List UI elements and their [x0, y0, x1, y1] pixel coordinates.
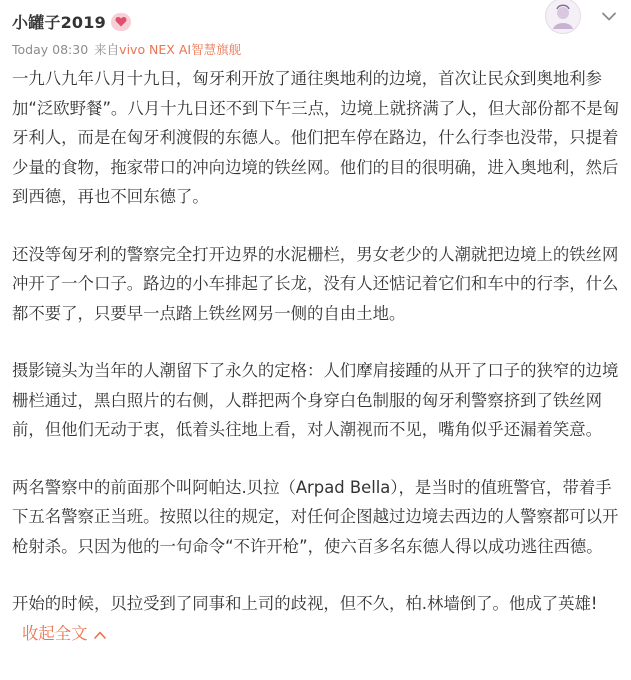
chevron-down-icon[interactable] [597, 6, 621, 26]
avatar-icon[interactable] [545, 0, 581, 34]
author-row [12, 10, 131, 33]
post-paragraph-2: 还没等匈牙利的警察完全打开边界的水泥栅栏，男女老少的人潮就把边境上的铁丝网冲开了一个口子。路边的小车排起了长龙，没有人还惦记着它们和车中的行李，什么都不要了，只要早一点踏上铁丝网另一侧的自由土地。 [12, 244, 619, 323]
collapse-button[interactable]: 收起全文 [22, 623, 88, 643]
post-meta [12, 40, 241, 58]
author-name[interactable]: 小罐子2019 [12, 13, 106, 32]
post-time: Today 08:30 [12, 41, 89, 57]
vip-heart-icon[interactable] [111, 13, 131, 31]
post-paragraph-5 [12, 589, 621, 649]
post-paragraph-1: 一九八九年八月十九日，匈牙利开放了通往奥地利的边境，首次让民众到奥地利参加“泛欧野餐”。八月十九日还不到下午三点，边境上就挤满了人，但大部份都不是匈牙利人，而是在匈牙利渡假的东德人。他们把车停在路边，什么行李也没带，只提着少量的食物，拖家带口的冲向边境的铁丝网。他们的目的很明确，进入奥地利，然后到西德，再也不回东德了。 [12, 69, 620, 206]
source-prefix: 来自 [94, 42, 120, 57]
post-content [12, 64, 621, 649]
chevron-up-icon[interactable] [94, 619, 106, 649]
post-paragraph-5-text: 开始的时候，贝拉受到了同事和上司的歧视，但不久，柏.林墙倒了。他成了英雄! [12, 594, 598, 613]
post-paragraph-3: 摄影镜头为当年的人潮留下了永久的定格：人们摩肩接踵的从开了口子的狭窄的边境栅栏通过，黑白照片的右侧，人群把两个身穿白色制服的匈牙利警察挤到了铁丝网前，但他们无动于衷，低着头往地上看，对人潮视而不见，嘴角似乎还漏着笑意。 [12, 361, 619, 439]
post-header [12, 6, 623, 66]
post-source[interactable]: vivo NEX AI智慧旗舰 [119, 42, 242, 57]
post-paragraph-4: 两名警察中的前面那个叫阿帕达.贝拉（Arpad Bella），是当时的值班警官，带着手下五名警察正当班。按照以往的规定，对任何企图越过边境去西边的人警察都可以开枪射杀。只因为他的一句命令“不许开枪”，使六百多名东德人得以成功逃往西德。 [12, 477, 619, 556]
